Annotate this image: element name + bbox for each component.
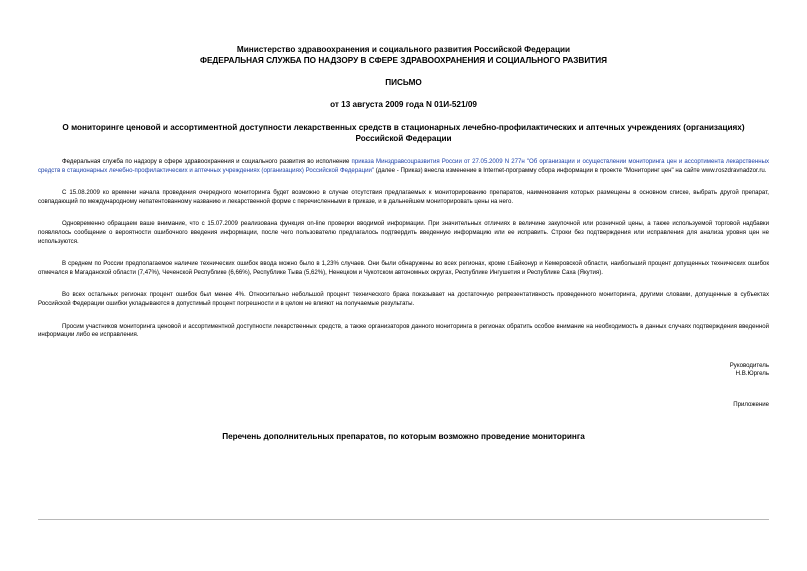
service-name: ФЕДЕРАЛЬНАЯ СЛУЖБА ПО НАДЗОРУ В СФЕРЕ ЗДРАВООХРАНЕНИЯ И СОЦИАЛЬНОГО РАЗВИТИЯ <box>199 56 607 65</box>
order-title-link[interactable]: "Об организации и осуществлении мониторинга цен и ассортимента лекарственных средств в стационарных лечебно-профилактических и аптечных учреждениях (организациях) Российской Федерации" <box>38 158 770 174</box>
paragraph-1-end: (далее - Приказ) внесла изменение в Internet-программу сбора информации в проекте "Мониторинг цен" на сайте www.roszdravnadzor.ru. <box>374 166 767 174</box>
signature-block <box>38 362 769 379</box>
paragraph-3: Одновременно обращаем ваше внимание, что с 15.07.2009 реализована функция on-line проверки вводимой информации. При значительных отличиях в величине закупочной или розничной цены, а также используемой торговой надбавки появлялось сообщение о вероятности ошибочного введения информации, после чего пользователю предлагалось подтвердить введенную информацию или ее исправить. Строки без подтверждения или исправления для анализа уровня цен не используются. <box>38 220 769 245</box>
paragraph-1 <box>38 158 769 175</box>
document-header <box>38 44 769 66</box>
document <box>38 44 769 442</box>
paragraph-2: С 15.08.2009 ко времени начала проведения очередного мониторинга будет возможно в случае отсутствия предлагаемых к мониторированию препаратов, наименования которых размещены в основном списке, выбрать другой препарат, совпадающий по международному непатентованному названию и лекарственной форме с перечисленными в приказе, и в дальнейшем мониторировать цены на него. <box>38 189 769 205</box>
order-link[interactable]: приказа Минздравсоцразвития России от 27.05.2009 N 277н <box>351 158 525 165</box>
document-body <box>38 158 769 340</box>
signer-position: Руководитель <box>729 361 769 369</box>
document-date-number: от 13 августа 2009 года N 01И-521/09 <box>330 100 477 109</box>
document-subject: О мониторинге ценовой и ассортиментной доступности лекарственных средств в стационарных лечебно-профилактических и аптечных учреждениях (организациях) Российской Федерации <box>62 123 745 143</box>
paragraph-6: Просим участников мониторинга ценовой и ассортиментной доступности лекарственных средств, а также организаторов данного мониторинга в регионах обратить особое внимание на необходимость в данных случаях подтверждения введенной информации либо ее исправления. <box>38 322 769 339</box>
ministry-name: Министерство здравоохранения и социального развития Российской Федерации <box>236 45 571 54</box>
paragraph-1-start: Федеральная служба по надзору в сфере здравоохранения и социального развития во исполнение <box>62 158 352 165</box>
signer-name: Н.В.Юргель <box>735 370 769 378</box>
paragraph-5: Во всех остальных регионах процент ошибок был менее 4%. Относительно небольшой процент технического брака показывает на достаточную репрезентативность проведенного мониторинга, другими словами, допущенные в субъектах Российской Федерации ошибки укладываются в допустимый процент погрешности и в целом не влияют на получаемые результаты. <box>38 291 769 307</box>
paragraph-4: В среднем по России предполагаемое наличие технических ошибок ввода можно было в 1,23% случаев. Они были обнаружены во всех регионах, кроме г.Байконур и Кемеровской области, наибольший процент допущенных технических ошибок отмечался в Магаданской области (7,47%), Чеченской Республике (6,66%), Республике Тыва (5,62%), Ненецком и Чукотском автономных округах, Республике Ингушетия и Республике Саха (Якутия). <box>38 260 769 276</box>
page-divider <box>38 519 769 520</box>
appendix-title: Перечень дополнительных препаратов, по которым возможно проведение мониторинга <box>222 431 585 441</box>
appendix-label: Приложение <box>733 400 769 408</box>
document-type: ПИСЬМО <box>385 78 422 87</box>
